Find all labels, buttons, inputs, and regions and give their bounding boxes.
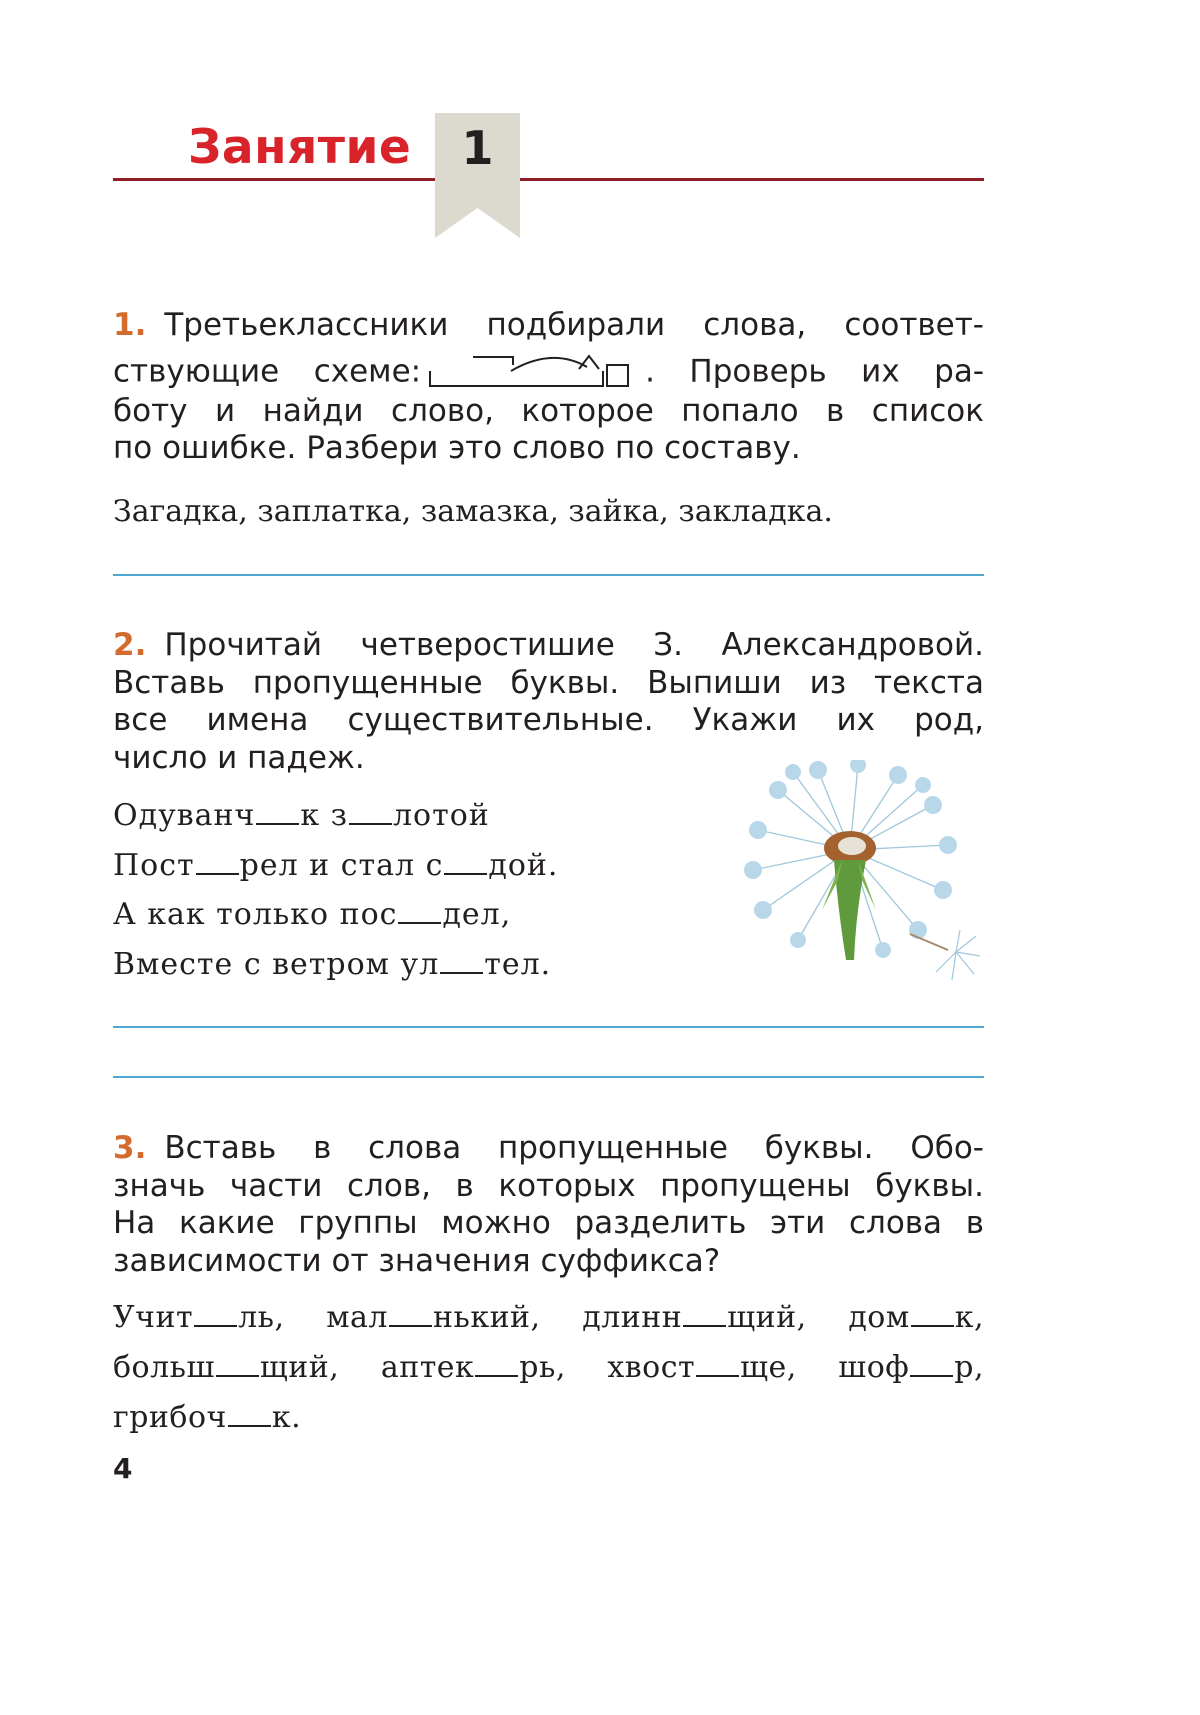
task-3-line: зависимости от значения суффикса? <box>113 1242 721 1279</box>
answer-line[interactable] <box>113 574 984 576</box>
blank-gap <box>194 1324 237 1327</box>
task-3-line: 3. Вставь в слова пропущенные буквы. Обо- <box>113 1130 984 1166</box>
task-1-line: боту и найди слово, которое попало в список <box>113 392 984 429</box>
task-2-line: число и падеж. <box>113 739 365 776</box>
header-rule <box>113 178 984 181</box>
task-3-words-line: грибоч к. <box>113 1400 302 1435</box>
task-number: 3. <box>113 1130 147 1166</box>
blank-gap <box>910 1374 953 1377</box>
answer-line[interactable] <box>113 1026 984 1028</box>
answer-line[interactable] <box>113 1076 984 1078</box>
blank-gap <box>696 1374 739 1377</box>
blank-gap <box>196 872 239 875</box>
blank-gap <box>228 1424 271 1427</box>
blank-gap <box>440 971 483 974</box>
blank-gap <box>256 822 299 825</box>
word-structure-scheme-icon <box>427 353 639 393</box>
poem-line: А как только пос дел, <box>113 897 512 932</box>
blank-gap <box>444 872 487 875</box>
task-number: 2. <box>113 627 147 663</box>
task-1-words: Загадка, заплатка, замазка, зайка, закладка. <box>113 494 833 529</box>
task-3-words-line: больш щий, аптек рь, хвост ще, шоф р, <box>113 1350 984 1385</box>
blank-gap <box>475 1374 518 1377</box>
lesson-number: 1 <box>461 121 494 175</box>
dandelion-illustration <box>738 760 984 992</box>
blank-gap <box>389 1324 432 1327</box>
blank-gap <box>911 1324 954 1327</box>
task-1-text <box>113 307 984 468</box>
poem-line: Пост рел и стал с дой. <box>113 848 559 883</box>
task-2-text <box>113 627 984 777</box>
task-3-text <box>113 1130 984 1280</box>
task-1-line: по ошибке. Разбери это слово по составу. <box>113 430 801 466</box>
task-2-line: Вставь пропущенные буквы. Выпиши из текста <box>113 664 984 701</box>
blank-gap <box>398 921 441 924</box>
task-2-line: 2. Прочитай четверостишие З. Александровой. <box>113 627 984 663</box>
page-number: 4 <box>113 1452 133 1485</box>
blank-gap <box>216 1374 259 1377</box>
blank-gap <box>683 1324 726 1327</box>
task-3-words-line: Учит ль, мал нький, длинн щий, дом к, <box>113 1300 985 1335</box>
task-number: 1. <box>113 307 147 343</box>
poem-line: Одуванч к з лотой <box>113 798 490 833</box>
blank-gap <box>349 822 392 825</box>
task-3-line: На какие группы можно разделить эти слова в <box>113 1205 984 1241</box>
task-1-line: ствующие схеме: . Проверь их ра- <box>113 353 984 393</box>
lesson-title: Занятие <box>188 120 412 175</box>
task-2-line: все имена существительные. Укажи их род, <box>113 702 984 738</box>
task-1-line: 1. Третьеклассники подбирали слова, соответ- <box>113 307 984 343</box>
poem-line: Вместе с ветром ул тел. <box>113 947 552 982</box>
task-3-line: значь части слов, в которых пропущены буквы. <box>113 1167 984 1204</box>
